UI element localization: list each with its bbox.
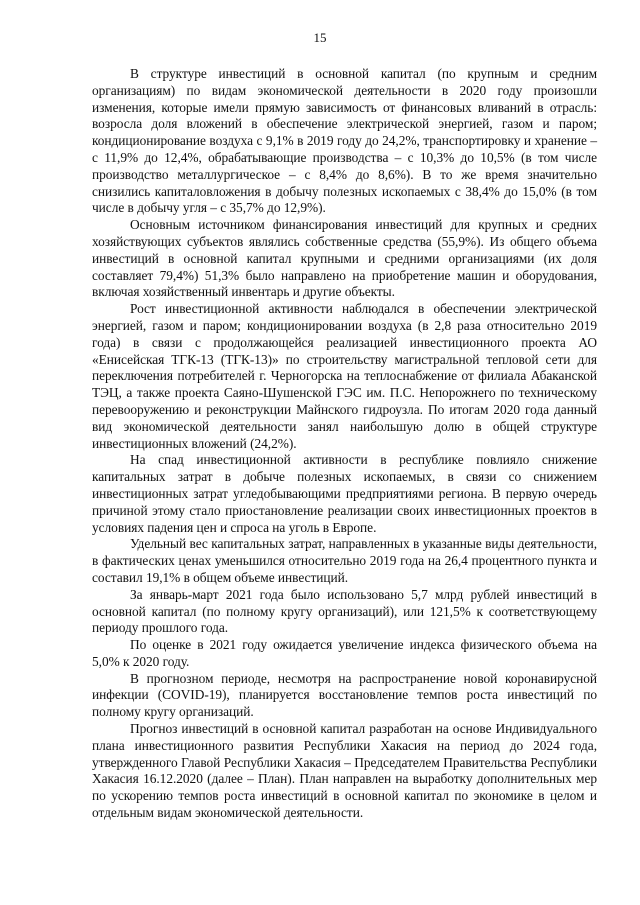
paragraph-q1-2021: За январь-март 2021 года было использовано 5,7 млрд рублей инвестиций в основной капитал (по полному кругу организаций), или 121,5% к соответствующему периоду прошлого года. xyxy=(92,586,597,636)
paragraph-activity-growth: Рост инвестиционной активности наблюдался в обеспечении электрической энергией, газом и паром; кондиционировании воздуха (в 2,8 раза относительно 2019 года) в связи с продолжающейся реализацией инвестиционного проекта АО «Енисейская ТГК-13 (ТГК-13)» по строительству магистральной тепловой сети для переключения потребителей г. Черногорска на теплоснабжение от филиала Абаканской ТЭЦ, а также проекта Саяно-Шушенской ГЭС им. П.С. Непорожнего по техническому перевооружению и реконструкции Майнского гидроузла. По итогам 2020 года данный вид экономической деятельности занял наибольшую долю в общей структуре инвестиционных вложений (24,2%). xyxy=(92,301,597,451)
paragraph-forecast-basis: Прогноз инвестиций в основной капитал разработан на основе Индивидуального плана инвестиционного развития Республики Хакасия на период до 2024 года, утвержденного Главой Республики Хакасия – Председателем Правительства Республики Хакасия 16.12.2020 (далее – План). План направлен на выработку дополнительных мер по ускорению темпов роста инвестиций в основной капитал по экономике в целом и отдельным видам экономической деятельности. xyxy=(92,721,597,821)
paragraph-activity-decline: На спад инвестиционной активности в республике повлияло снижение капитальных затрат в добыче полезных ископаемых, в связи со снижением инвестиционных затрат угледобывающими предприятиями региона. В первую очередь причиной этому стало приостановление реализации своих инвестиционных проектов в условиях падения цен и спроса на уголь в Европе. xyxy=(92,452,597,535)
paragraph-forecast-period: В прогнозном периоде, несмотря на распространение новой коронавирусной инфекции (COVID-19), планируется восстановление темпов роста инвестиций по полному кругу организаций. xyxy=(92,670,597,720)
paragraph-capital-share: Удельный вес капитальных затрат, направленных в указанные виды деятельности, в фактических ценах уменьшился относительно 2019 года на 26,4 процентного пункта и составил 19,1% в общем объеме инвестиций. xyxy=(92,536,597,585)
body-text xyxy=(92,66,597,822)
paragraph-investment-structure: В структуре инвестиций в основной капитал (по крупным и средним организациям) по видам экономической деятельности в 2020 году произошли изменения, которые имели прямую зависимость от финансовых вливаний в отрасль: возросла доля вложений в обеспечение электрической энергией, газом и паром; кондиционирование воздуха с 9,1% в 2019 году до 24,2%, транспортировку и хранение – с 11,9% до 12,4%, обрабатывающие производства – с 10,3% до 10,5% (в том числе производство металлургическое – с 8,4% до 8,6%). В то же время значительно снизились капиталовложения в добычу полезных ископаемых с 38,4% до 15,0% (в том числе в добычу угля – с 35,7% до 12,9%). xyxy=(92,66,597,216)
page-number: 15 xyxy=(313,30,327,45)
paragraph-2021-estimate: По оценке в 2021 году ожидается увеличение индекса физического объема на 5,0% к 2020 году. xyxy=(92,637,597,669)
paragraph-financing-sources: Основным источником финансирования инвестиций для крупных и средних хозяйствующих субъектов являлись собственные средства (55,9%). Из общего объема инвестиций в основной капитал крупными и средними организациями (их доля составляет 79,4%) 51,3% было направлено на приобретение машин и оборудования, включая хозяйственный инвентарь и другие объекты. xyxy=(92,217,597,300)
